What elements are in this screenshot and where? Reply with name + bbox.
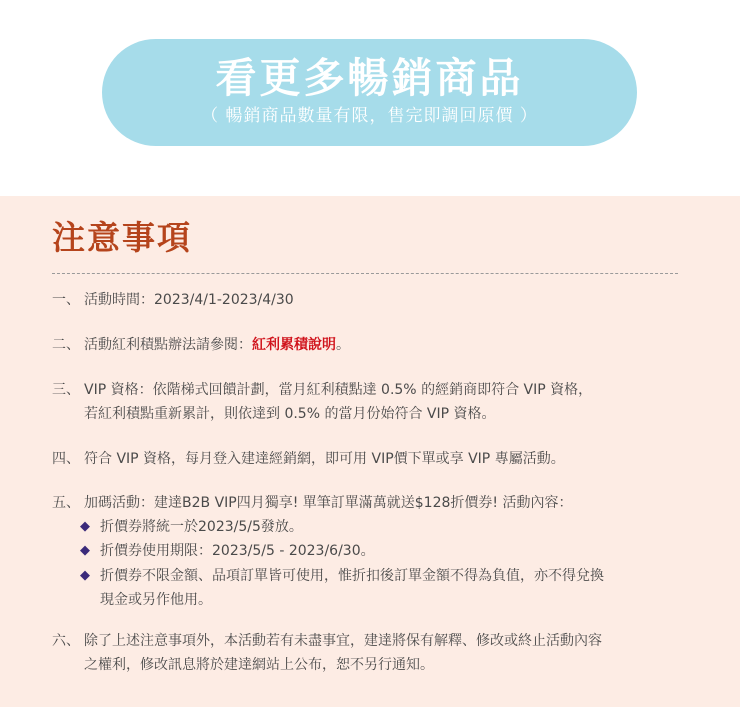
item-number: 一、: [52, 292, 80, 308]
dashed-divider: [52, 273, 678, 274]
diamond-bullet-icon: ◆: [80, 519, 90, 534]
promo-banner-area: [0, 0, 740, 196]
promo-detail-1: [80, 515, 700, 539]
promo-detail-text: 折價券將統一於2023/5/5發放。: [100, 519, 303, 535]
bonus-points-link[interactable]: 紅利累積說明: [252, 337, 336, 353]
notice-item-2: [52, 333, 702, 357]
item-text: [84, 333, 702, 357]
item-number: 五、: [52, 495, 80, 511]
promo-detail-text: 折價券使用期限：2023/5/5 - 2023/6/30。: [100, 543, 375, 559]
item-number: 三、: [52, 382, 80, 398]
item-text-end: 。: [336, 337, 350, 353]
notice-item-6: [52, 629, 702, 677]
item-text: 活動時間：2023/4/1-2023/4/30: [84, 292, 294, 308]
notice-item-1: [52, 288, 702, 312]
diamond-bullet-icon: ◆: [80, 568, 90, 583]
item-number: 六、: [52, 633, 80, 649]
notice-section: [0, 196, 740, 707]
notice-item-5: [52, 491, 702, 515]
item-text-line1: VIP 資格：依階梯式回饋計劃，當月紅利積點達 0.5% 的經銷商即符合 VIP 資格，: [84, 382, 593, 398]
cta-title: 看更多暢銷商品: [215, 53, 524, 102]
notice-title: 注意事項: [52, 218, 192, 257]
item-text-line2: 之權利，修改訊息將於建達網站上公布，恕不另行通知。: [84, 657, 434, 673]
promo-detail-3: [80, 564, 700, 612]
notice-item-4: [52, 447, 702, 471]
item-text: 符合 VIP 資格，每月登入建達經銷網，即可用 VIP價下單或享 VIP 專屬活動。: [84, 451, 565, 467]
promo-detail-2: [80, 539, 700, 563]
item-text-line1: 除了上述注意事項外，本活動若有未盡事宜，建達將保有解釋、修改或終止活動內容: [84, 633, 602, 649]
item-text: 加碼活動：建達B2B VIP四月獨享! 單筆訂單滿萬就送$128折價券! 活動內容：: [84, 495, 573, 511]
promo-detail-text-line1: 折價券不限金額、品項訂單皆可使用，惟折扣後訂單金額不得為負值，亦不得兌換: [100, 568, 604, 584]
diamond-bullet-icon: ◆: [80, 543, 90, 558]
more-bestsellers-button[interactable]: [102, 39, 637, 146]
item-number: 四、: [52, 451, 80, 467]
notice-item-3: [52, 378, 702, 426]
item-text-line2: 若紅利積點重新累計，則依達到 0.5% 的當月份始符合 VIP 資格。: [84, 406, 496, 422]
item-number: 二、: [52, 337, 80, 353]
promo-detail-text-line2: 現金或另作他用。: [100, 592, 212, 608]
cta-subtitle: （ 暢銷商品數量有限，售完即調回原價 ）: [201, 105, 538, 126]
item-text-lead: 活動紅利積點辦法請參閱：: [84, 337, 252, 353]
